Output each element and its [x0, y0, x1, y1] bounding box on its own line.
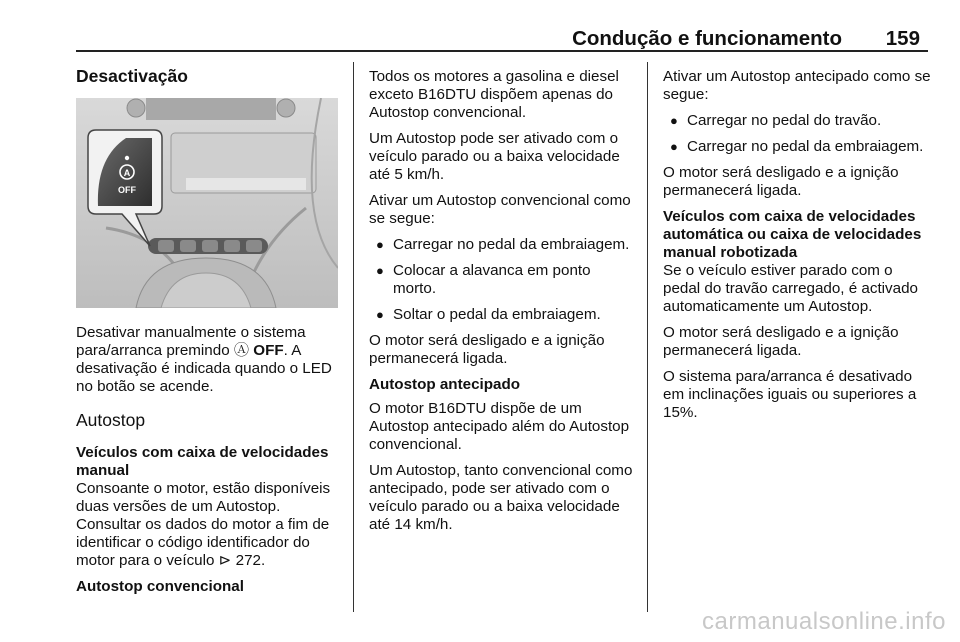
col3-para-1: Ativar um Autostop antecipado como se segue:: [663, 68, 931, 103]
chapter-title: Condução e funcionamento: [572, 27, 842, 50]
subheading-manual: Veículos com caixa de velocidades manual: [76, 444, 329, 479]
col3-para-5: O sistema para/arranca é desativado em inclinações iguais ou superiores a 15%.: [663, 368, 917, 421]
subheading-conventional: Autostop convencional: [76, 578, 244, 595]
autostop-a-icon: Ⓐ: [233, 342, 250, 359]
page-number: 159: [885, 27, 920, 50]
heading-autostop: Autostop: [76, 410, 146, 430]
col2-para-6: Um Autostop, tanto convencional como antecipado, pode ser ativado com o veículo parado ou a baixa velocidade até 14 km/h.: [369, 462, 633, 533]
bullet-icon: ●: [376, 307, 384, 322]
col2-para-5: O motor B16DTU dispõe de um Autostop antecipado além do Autostop convencional.: [369, 400, 630, 453]
subheading-automatic: Veículos com caixa de velocidades automática ou caixa de velocidades manual robotizada: [663, 208, 922, 261]
col3-para-2: O motor será desligado e a ignição permanecerá ligada.: [663, 164, 899, 199]
para-deactivate: Desativar manualmente o sistema para/arranca premindo Ⓐ OFF. A desativação é indicada quando o LED no botão se acende.: [76, 324, 332, 395]
autostop-button-photo: [76, 98, 338, 308]
list-item: ● Soltar o pedal da embraiagem.: [376, 306, 601, 323]
page-ref: 272.: [235, 552, 266, 569]
col2-para-2: Um Autostop pode ser ativado com o veículo parado ou a baixa velocidade até 5 km/h.: [369, 130, 620, 183]
page-header: [0, 0, 960, 52]
subheading-early-autostop: Autostop antecipado: [369, 376, 521, 393]
column-2: [369, 68, 637, 542]
bullet-icon: ●: [376, 237, 384, 252]
col2-para-4: O motor será desligado e a ignição permanecerá ligada.: [369, 332, 605, 367]
list-item: ● Carregar no pedal do travão.: [670, 112, 882, 129]
header-rule: [76, 50, 928, 52]
page-ref-icon: ⊳: [218, 552, 232, 569]
bullet-icon: ●: [670, 139, 678, 154]
column-1: [76, 66, 342, 596]
list-item: ● Colocar a alavanca em ponto morto.: [376, 262, 591, 297]
list-item: ● Carregar no pedal da embraiagem.: [670, 138, 924, 155]
col3-para-4: O motor será desligado e a ignição permanecerá ligada.: [663, 324, 899, 359]
column-divider-2: [647, 62, 648, 612]
bullet-icon: ●: [670, 113, 678, 128]
column-divider-1: [353, 62, 354, 612]
list-item: ● Carregar no pedal da embraiagem.: [376, 236, 630, 253]
watermark: carmanualsonline.info: [702, 608, 946, 635]
col3-bullet-list: [663, 112, 931, 156]
svg-text:A: A: [123, 168, 131, 178]
col2-bullet-list: [369, 236, 637, 324]
col2-para-3: Ativar um Autostop convencional como se segue:: [369, 192, 631, 227]
col3-para-3: Se o veículo estiver parado com o pedal do travão carregado, é activado automaticamente um Autostop.: [663, 262, 918, 315]
para-manual: Consoante o motor, estão disponíveis duas versões de um Autostop. Consultar os dados do motor a fim de identificar o código identificador do motor para o veículo ⊳ 272.: [76, 480, 331, 569]
column-3: [663, 68, 931, 430]
photo-off-label: OFF: [118, 185, 136, 195]
heading-deactivation: Desactivação: [76, 66, 188, 86]
bullet-icon: ●: [376, 263, 384, 278]
col2-para-1: Todos os motores a gasolina e diesel exceto B16DTU dispõem apenas do Autostop convencional.: [369, 68, 619, 121]
